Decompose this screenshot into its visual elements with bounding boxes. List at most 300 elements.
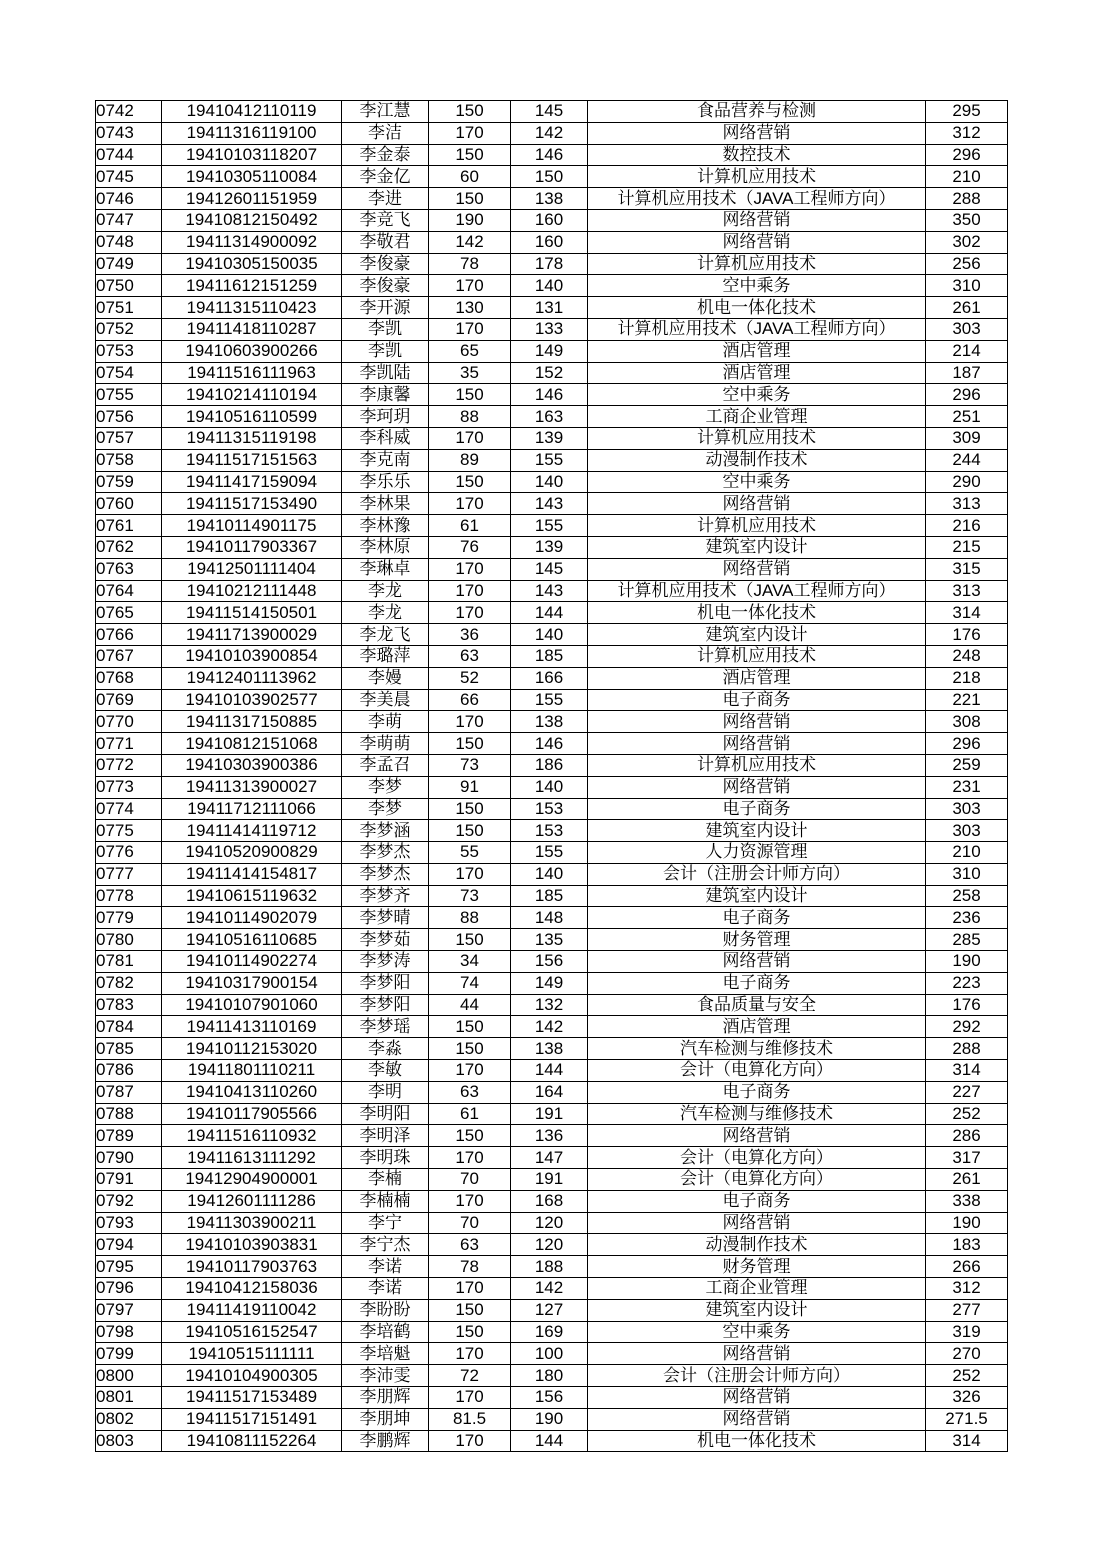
score-1: 74 xyxy=(429,972,511,994)
table-row xyxy=(96,733,1008,755)
student-name: 李林豫 xyxy=(342,515,429,537)
total-score: 252 xyxy=(926,1365,1008,1387)
row-number: 0753 xyxy=(96,340,162,362)
table-row xyxy=(96,1103,1008,1125)
candidate-id: 19411517151491 xyxy=(162,1408,342,1430)
total-score: 313 xyxy=(926,493,1008,515)
row-number: 0742 xyxy=(96,101,162,123)
student-name: 李美晨 xyxy=(342,689,429,711)
row-number: 0764 xyxy=(96,580,162,602)
total-score: 312 xyxy=(926,122,1008,144)
score-1: 170 xyxy=(429,1430,511,1452)
score-2: 131 xyxy=(511,297,588,319)
score-2: 144 xyxy=(511,1430,588,1452)
major: 汽车检测与维修技术 xyxy=(588,1038,926,1060)
row-number: 0743 xyxy=(96,122,162,144)
score-1: 35 xyxy=(429,362,511,384)
row-number: 0800 xyxy=(96,1365,162,1387)
major: 计算机应用技术 xyxy=(588,166,926,188)
score-2: 144 xyxy=(511,602,588,624)
total-score: 176 xyxy=(926,624,1008,646)
score-2: 178 xyxy=(511,253,588,275)
score-1: 72 xyxy=(429,1365,511,1387)
row-number: 0759 xyxy=(96,471,162,493)
score-2: 185 xyxy=(511,885,588,907)
table-row xyxy=(96,188,1008,210)
score-1: 70 xyxy=(429,1212,511,1234)
total-score: 244 xyxy=(926,449,1008,471)
score-1: 70 xyxy=(429,1169,511,1191)
total-score: 295 xyxy=(926,101,1008,123)
student-name: 李嫚 xyxy=(342,667,429,689)
score-2: 166 xyxy=(511,667,588,689)
candidate-id: 19411313900027 xyxy=(162,776,342,798)
student-name: 李培魁 xyxy=(342,1343,429,1365)
student-name: 李萌萌 xyxy=(342,733,429,755)
row-number: 0798 xyxy=(96,1321,162,1343)
major: 计算机应用技术 xyxy=(588,645,926,667)
score-1: 170 xyxy=(429,580,511,602)
score-1: 60 xyxy=(429,166,511,188)
student-name: 李珂玥 xyxy=(342,406,429,428)
row-number: 0760 xyxy=(96,493,162,515)
major: 建筑室内设计 xyxy=(588,885,926,907)
score-2: 156 xyxy=(511,1387,588,1409)
student-name: 李乐乐 xyxy=(342,471,429,493)
row-number: 0783 xyxy=(96,994,162,1016)
candidate-id: 19411315119198 xyxy=(162,427,342,449)
major: 网络营销 xyxy=(588,711,926,733)
score-1: 170 xyxy=(429,558,511,580)
table-row xyxy=(96,297,1008,319)
total-score: 308 xyxy=(926,711,1008,733)
student-name: 李江慧 xyxy=(342,101,429,123)
row-number: 0767 xyxy=(96,645,162,667)
major: 动漫制作技术 xyxy=(588,1234,926,1256)
score-1: 150 xyxy=(429,1321,511,1343)
candidate-id: 19410114902079 xyxy=(162,907,342,929)
candidate-id: 19410413110260 xyxy=(162,1081,342,1103)
table-row xyxy=(96,1321,1008,1343)
candidate-id: 19412601151959 xyxy=(162,188,342,210)
total-score: 303 xyxy=(926,318,1008,340)
student-name: 李琳卓 xyxy=(342,558,429,580)
student-name: 李梦 xyxy=(342,776,429,798)
score-2: 155 xyxy=(511,515,588,537)
major: 网络营销 xyxy=(588,209,926,231)
total-score: 310 xyxy=(926,275,1008,297)
row-number: 0788 xyxy=(96,1103,162,1125)
major: 动漫制作技术 xyxy=(588,449,926,471)
score-2: 185 xyxy=(511,645,588,667)
score-2: 155 xyxy=(511,449,588,471)
student-name: 李明泽 xyxy=(342,1125,429,1147)
major: 空中乘务 xyxy=(588,471,926,493)
score-1: 170 xyxy=(429,427,511,449)
score-1: 170 xyxy=(429,1278,511,1300)
score-2: 138 xyxy=(511,711,588,733)
row-number: 0766 xyxy=(96,624,162,646)
student-name: 李宁杰 xyxy=(342,1234,429,1256)
student-name: 李林果 xyxy=(342,493,429,515)
score-2: 144 xyxy=(511,1060,588,1082)
candidate-id: 19410516110685 xyxy=(162,929,342,951)
row-number: 0802 xyxy=(96,1408,162,1430)
major: 财务管理 xyxy=(588,929,926,951)
row-number: 0752 xyxy=(96,318,162,340)
major: 人力资源管理 xyxy=(588,842,926,864)
total-score: 288 xyxy=(926,188,1008,210)
score-2: 140 xyxy=(511,275,588,297)
candidate-id: 19410516110599 xyxy=(162,406,342,428)
major: 计算机应用技术 xyxy=(588,253,926,275)
score-2: 169 xyxy=(511,1321,588,1343)
row-number: 0797 xyxy=(96,1299,162,1321)
student-name: 李俊豪 xyxy=(342,253,429,275)
score-1: 170 xyxy=(429,1060,511,1082)
candidate-id: 19410303900386 xyxy=(162,754,342,776)
table-row xyxy=(96,449,1008,471)
score-2: 138 xyxy=(511,188,588,210)
row-number: 0794 xyxy=(96,1234,162,1256)
row-number: 0791 xyxy=(96,1169,162,1191)
candidate-id: 19410812151068 xyxy=(162,733,342,755)
table-row xyxy=(96,515,1008,537)
table-row xyxy=(96,340,1008,362)
row-number: 0785 xyxy=(96,1038,162,1060)
total-score: 302 xyxy=(926,231,1008,253)
student-name: 李盼盼 xyxy=(342,1299,429,1321)
table-row xyxy=(96,1060,1008,1082)
score-1: 150 xyxy=(429,1016,511,1038)
major: 工商企业管理 xyxy=(588,1278,926,1300)
student-name: 李龙 xyxy=(342,602,429,624)
major: 汽车检测与维修技术 xyxy=(588,1103,926,1125)
major: 网络营销 xyxy=(588,951,926,973)
table-row xyxy=(96,427,1008,449)
candidate-id: 19411712111066 xyxy=(162,798,342,820)
score-2: 188 xyxy=(511,1256,588,1278)
row-number: 0777 xyxy=(96,863,162,885)
candidate-id: 19410114901175 xyxy=(162,515,342,537)
major: 食品营养与检测 xyxy=(588,101,926,123)
score-1: 52 xyxy=(429,667,511,689)
table-row xyxy=(96,885,1008,907)
table-row xyxy=(96,580,1008,602)
candidate-id: 19410117903367 xyxy=(162,536,342,558)
total-score: 314 xyxy=(926,602,1008,624)
score-1: 34 xyxy=(429,951,511,973)
major: 计算机应用技术（JAVA工程师方向） xyxy=(588,318,926,340)
total-score: 227 xyxy=(926,1081,1008,1103)
table-row xyxy=(96,209,1008,231)
score-1: 63 xyxy=(429,645,511,667)
table-row xyxy=(96,558,1008,580)
candidate-id: 19410103900854 xyxy=(162,645,342,667)
candidate-id: 19410117905566 xyxy=(162,1103,342,1125)
score-2: 140 xyxy=(511,624,588,646)
total-score: 223 xyxy=(926,972,1008,994)
major: 网络营销 xyxy=(588,776,926,798)
table-row xyxy=(96,645,1008,667)
major: 电子商务 xyxy=(588,972,926,994)
candidate-id: 19411613111292 xyxy=(162,1147,342,1169)
student-name: 李楠楠 xyxy=(342,1190,429,1212)
score-1: 66 xyxy=(429,689,511,711)
total-score: 251 xyxy=(926,406,1008,428)
total-score: 231 xyxy=(926,776,1008,798)
total-score: 187 xyxy=(926,362,1008,384)
row-number: 0751 xyxy=(96,297,162,319)
student-name: 李梦涵 xyxy=(342,820,429,842)
major: 网络营销 xyxy=(588,1408,926,1430)
candidate-id: 19410103902577 xyxy=(162,689,342,711)
score-2: 140 xyxy=(511,863,588,885)
table-row xyxy=(96,602,1008,624)
major: 酒店管理 xyxy=(588,340,926,362)
candidate-id: 19411413110169 xyxy=(162,1016,342,1038)
major: 会计（电算化方向） xyxy=(588,1147,926,1169)
row-number: 0786 xyxy=(96,1060,162,1082)
score-table xyxy=(95,100,1008,1452)
row-number: 0782 xyxy=(96,972,162,994)
table-row xyxy=(96,318,1008,340)
table-row xyxy=(96,907,1008,929)
major: 网络营销 xyxy=(588,231,926,253)
score-2: 150 xyxy=(511,166,588,188)
major: 机电一体化技术 xyxy=(588,602,926,624)
major: 机电一体化技术 xyxy=(588,297,926,319)
student-name: 李金亿 xyxy=(342,166,429,188)
score-1: 88 xyxy=(429,907,511,929)
score-1: 61 xyxy=(429,1103,511,1125)
total-score: 315 xyxy=(926,558,1008,580)
score-1: 78 xyxy=(429,1256,511,1278)
score-2: 168 xyxy=(511,1190,588,1212)
row-number: 0799 xyxy=(96,1343,162,1365)
total-score: 261 xyxy=(926,1169,1008,1191)
row-number: 0796 xyxy=(96,1278,162,1300)
major: 空中乘务 xyxy=(588,275,926,297)
student-name: 李洁 xyxy=(342,122,429,144)
major: 酒店管理 xyxy=(588,362,926,384)
score-1: 150 xyxy=(429,101,511,123)
student-name: 李鹏辉 xyxy=(342,1430,429,1452)
score-1: 150 xyxy=(429,733,511,755)
candidate-id: 19410305150035 xyxy=(162,253,342,275)
score-1: 65 xyxy=(429,340,511,362)
score-2: 163 xyxy=(511,406,588,428)
row-number: 0779 xyxy=(96,907,162,929)
candidate-id: 19410103903831 xyxy=(162,1234,342,1256)
row-number: 0776 xyxy=(96,842,162,864)
row-number: 0789 xyxy=(96,1125,162,1147)
table-row xyxy=(96,1081,1008,1103)
score-2: 155 xyxy=(511,842,588,864)
score-1: 150 xyxy=(429,144,511,166)
row-number: 0768 xyxy=(96,667,162,689)
candidate-id: 19410107901060 xyxy=(162,994,342,1016)
score-2: 164 xyxy=(511,1081,588,1103)
student-name: 李梦瑶 xyxy=(342,1016,429,1038)
score-2: 133 xyxy=(511,318,588,340)
score-2: 153 xyxy=(511,820,588,842)
row-number: 0773 xyxy=(96,776,162,798)
major: 会计（电算化方向） xyxy=(588,1169,926,1191)
total-score: 310 xyxy=(926,863,1008,885)
score-2: 145 xyxy=(511,101,588,123)
candidate-id: 19411713900029 xyxy=(162,624,342,646)
score-1: 150 xyxy=(429,798,511,820)
row-number: 0801 xyxy=(96,1387,162,1409)
student-name: 李璐萍 xyxy=(342,645,429,667)
row-number: 0756 xyxy=(96,406,162,428)
candidate-id: 19412401113962 xyxy=(162,667,342,689)
score-2: 160 xyxy=(511,231,588,253)
total-score: 270 xyxy=(926,1343,1008,1365)
row-number: 0787 xyxy=(96,1081,162,1103)
row-number: 0795 xyxy=(96,1256,162,1278)
score-2: 140 xyxy=(511,776,588,798)
candidate-id: 19410305110084 xyxy=(162,166,342,188)
row-number: 0780 xyxy=(96,929,162,951)
score-2: 146 xyxy=(511,733,588,755)
candidate-id: 19412601111286 xyxy=(162,1190,342,1212)
row-number: 0769 xyxy=(96,689,162,711)
row-number: 0758 xyxy=(96,449,162,471)
row-number: 0792 xyxy=(96,1190,162,1212)
table-row xyxy=(96,253,1008,275)
table-row xyxy=(96,1125,1008,1147)
student-name: 李科威 xyxy=(342,427,429,449)
student-name: 李凯陆 xyxy=(342,362,429,384)
table-row xyxy=(96,776,1008,798)
score-1: 81.5 xyxy=(429,1408,511,1430)
candidate-id: 19410520900829 xyxy=(162,842,342,864)
total-score: 303 xyxy=(926,798,1008,820)
row-number: 0755 xyxy=(96,384,162,406)
row-number: 0763 xyxy=(96,558,162,580)
student-name: 李明珠 xyxy=(342,1147,429,1169)
table-row xyxy=(96,166,1008,188)
score-1: 170 xyxy=(429,711,511,733)
major: 酒店管理 xyxy=(588,1016,926,1038)
score-1: 150 xyxy=(429,929,511,951)
total-score: 259 xyxy=(926,754,1008,776)
score-2: 142 xyxy=(511,1278,588,1300)
total-score: 312 xyxy=(926,1278,1008,1300)
student-name: 李梦阳 xyxy=(342,972,429,994)
table-row xyxy=(96,101,1008,123)
student-name: 李敬君 xyxy=(342,231,429,253)
candidate-id: 19411315110423 xyxy=(162,297,342,319)
total-score: 285 xyxy=(926,929,1008,951)
table-row xyxy=(96,929,1008,951)
score-1: 150 xyxy=(429,1038,511,1060)
score-1: 150 xyxy=(429,1299,511,1321)
student-name: 李竞飞 xyxy=(342,209,429,231)
table-row xyxy=(96,842,1008,864)
candidate-id: 19410317900154 xyxy=(162,972,342,994)
score-1: 170 xyxy=(429,863,511,885)
total-score: 221 xyxy=(926,689,1008,711)
total-score: 236 xyxy=(926,907,1008,929)
table-row xyxy=(96,951,1008,973)
total-score: 292 xyxy=(926,1016,1008,1038)
candidate-id: 19411417159094 xyxy=(162,471,342,493)
total-score: 216 xyxy=(926,515,1008,537)
total-score: 309 xyxy=(926,427,1008,449)
score-1: 91 xyxy=(429,776,511,798)
major: 酒店管理 xyxy=(588,667,926,689)
table-row xyxy=(96,1016,1008,1038)
score-1: 88 xyxy=(429,406,511,428)
student-name: 李金泰 xyxy=(342,144,429,166)
score-2: 120 xyxy=(511,1212,588,1234)
student-name: 李沛雯 xyxy=(342,1365,429,1387)
student-name: 李梦齐 xyxy=(342,885,429,907)
score-2: 156 xyxy=(511,951,588,973)
candidate-id: 19411517151563 xyxy=(162,449,342,471)
score-1: 76 xyxy=(429,536,511,558)
row-number: 0774 xyxy=(96,798,162,820)
student-name: 李朋辉 xyxy=(342,1387,429,1409)
table-row xyxy=(96,1343,1008,1365)
candidate-id: 19410615119632 xyxy=(162,885,342,907)
candidate-id: 19410412158036 xyxy=(162,1278,342,1300)
total-score: 296 xyxy=(926,733,1008,755)
row-number: 0761 xyxy=(96,515,162,537)
major: 计算机应用技术 xyxy=(588,427,926,449)
table-row xyxy=(96,1408,1008,1430)
table-row xyxy=(96,798,1008,820)
table-row xyxy=(96,362,1008,384)
score-2: 143 xyxy=(511,580,588,602)
table-row xyxy=(96,471,1008,493)
score-1: 36 xyxy=(429,624,511,646)
major: 建筑室内设计 xyxy=(588,536,926,558)
major: 会计（注册会计师方向） xyxy=(588,863,926,885)
score-1: 55 xyxy=(429,842,511,864)
major: 工商企业管理 xyxy=(588,406,926,428)
candidate-id: 19412904900001 xyxy=(162,1169,342,1191)
score-2: 138 xyxy=(511,1038,588,1060)
score-2: 132 xyxy=(511,994,588,1016)
row-number: 0750 xyxy=(96,275,162,297)
table-row xyxy=(96,1212,1008,1234)
major: 空中乘务 xyxy=(588,384,926,406)
total-score: 218 xyxy=(926,667,1008,689)
major: 电子商务 xyxy=(588,1190,926,1212)
major: 电子商务 xyxy=(588,907,926,929)
table-row xyxy=(96,711,1008,733)
row-number: 0775 xyxy=(96,820,162,842)
row-number: 0745 xyxy=(96,166,162,188)
major: 建筑室内设计 xyxy=(588,624,926,646)
candidate-id: 19411514150501 xyxy=(162,602,342,624)
score-2: 120 xyxy=(511,1234,588,1256)
row-number: 0770 xyxy=(96,711,162,733)
candidate-id: 19410103118207 xyxy=(162,144,342,166)
candidate-id: 19411317150885 xyxy=(162,711,342,733)
student-name: 李梦茹 xyxy=(342,929,429,951)
table-row xyxy=(96,536,1008,558)
candidate-id: 19411517153490 xyxy=(162,493,342,515)
score-1: 170 xyxy=(429,493,511,515)
table-row xyxy=(96,144,1008,166)
score-2: 160 xyxy=(511,209,588,231)
row-number: 0762 xyxy=(96,536,162,558)
